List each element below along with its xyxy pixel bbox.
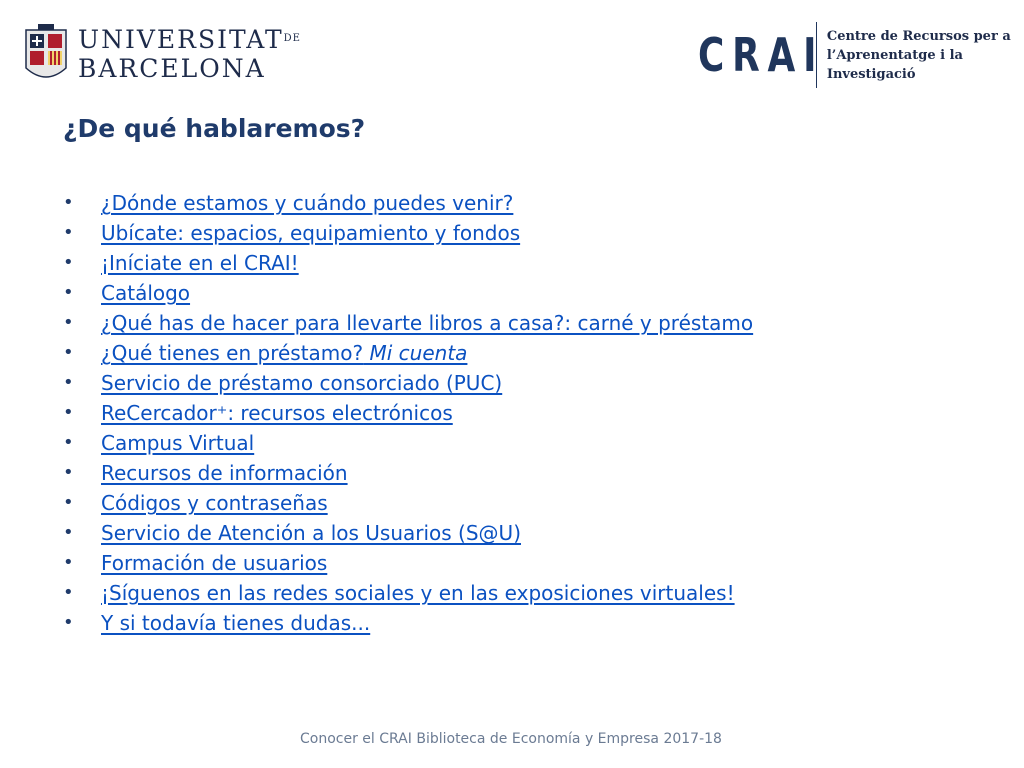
topic-link-recursos-informacion[interactable]: Recursos de información: [101, 461, 348, 485]
list-item: [63, 218, 753, 248]
bullet: •: [63, 312, 74, 333]
bullet: •: [63, 402, 74, 423]
topic-link-recercador[interactable]: ReCercador⁺: recursos electrónicos: [101, 401, 453, 425]
list-item: [63, 578, 753, 608]
topic-link-dudas[interactable]: Y si todavía tienes dudas...: [101, 611, 371, 635]
topic-link-codigos[interactable]: Códigos y contraseñas: [101, 491, 328, 515]
list-item: [63, 488, 753, 518]
list-item: [63, 398, 753, 428]
bullet: •: [63, 192, 74, 213]
bullet: •: [63, 432, 74, 453]
topic-link-mi-cuenta[interactable]: ¿Qué tienes en préstamo? Mi cuenta: [101, 341, 468, 365]
list-item: [63, 188, 753, 218]
list-item: [63, 608, 753, 638]
crai-wordmark: CRAI: [698, 28, 825, 82]
page-title: ¿De qué hablaremos?: [63, 114, 366, 143]
list-item: [63, 338, 753, 368]
bullet: •: [63, 552, 74, 573]
topic-link-formacion[interactable]: Formación de usuarios: [101, 551, 328, 575]
topics-list: [63, 188, 753, 638]
list-item: [63, 548, 753, 578]
topic-link-carne-prestamo[interactable]: ¿Qué has de hacer para llevarte libros a casa?: carné y préstamo: [101, 311, 754, 335]
bullet: •: [63, 252, 74, 273]
university-name-line2: BARCELONA: [78, 53, 266, 83]
topic-link-ubicate[interactable]: Ubícate: espacios, equipamiento y fondos: [101, 221, 521, 245]
footer-text: Conocer el CRAI Biblioteca de Economía y Empresa 2017-18: [300, 731, 722, 747]
bullet: •: [63, 462, 74, 483]
ub-logo: [24, 22, 301, 86]
bullet: •: [63, 522, 74, 543]
topic-link-iniciate[interactable]: ¡Iníciate en el CRAI!: [101, 251, 299, 275]
crai-logo: [698, 22, 1024, 88]
list-item: [63, 308, 753, 338]
bullet: •: [63, 222, 74, 243]
bullet: •: [63, 582, 74, 603]
bullet: •: [63, 612, 74, 633]
topic-link-sau[interactable]: Servicio de Atención a los Usuarios (S@U): [101, 521, 521, 545]
bullet: •: [63, 342, 74, 363]
list-item: [63, 368, 753, 398]
topic-link-redes-sociales[interactable]: ¡Síguenos en las redes sociales y en las exposiciones virtuales!: [101, 581, 735, 605]
bullet: •: [63, 282, 74, 303]
list-item: [63, 428, 753, 458]
topic-link-campus-virtual[interactable]: Campus Virtual: [101, 431, 255, 455]
topic-link-donde-estamos[interactable]: ¿Dónde estamos y cuándo puedes venir?: [101, 191, 514, 215]
list-item: [63, 278, 753, 308]
university-name-line1: $UNIVERSITAT^{DE}$: [78, 24, 301, 54]
university-seal-icon: [24, 22, 68, 86]
bullet: •: [63, 372, 74, 393]
crai-description: Centre de Recursos per a l’Aprenentatge i la Investigació: [826, 28, 1011, 82]
topic-link-catalogo[interactable]: Catálogo: [101, 281, 191, 305]
bullet: •: [63, 492, 74, 513]
list-item: [63, 248, 753, 278]
list-item: [63, 458, 753, 488]
list-item: [63, 518, 753, 548]
topic-link-puc[interactable]: Servicio de préstamo consorciado (PUC): [101, 371, 503, 395]
